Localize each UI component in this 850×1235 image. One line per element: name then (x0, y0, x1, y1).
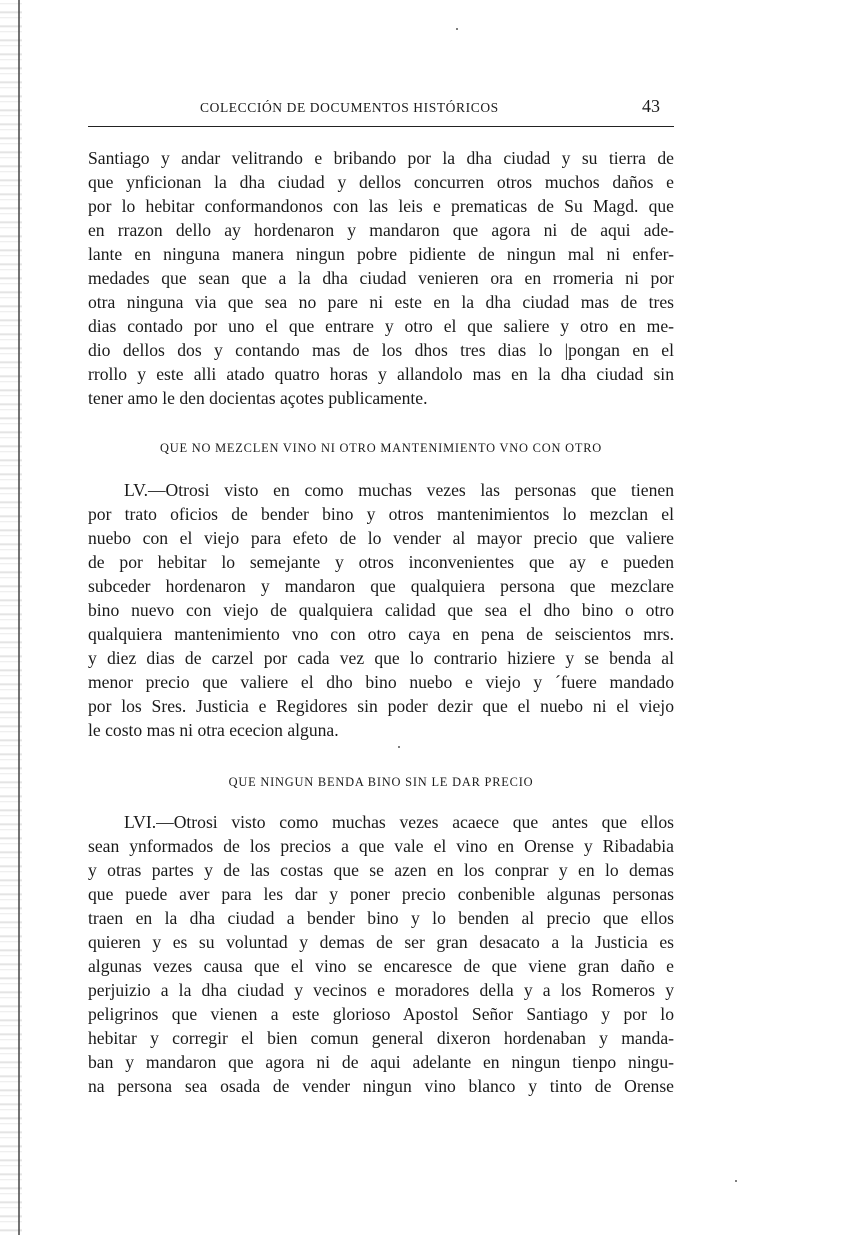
text-line: peligrinos que vienen a este glorioso Apostol Señor Santiago y por lo (88, 1004, 674, 1024)
text-line: y otras partes y de las costas que se azen en los conprar y en lo demas (88, 860, 674, 880)
text-line: otra ninguna via que sea no pare ni este en la dha ciudad mas de tres (88, 292, 674, 312)
text-line: por los Sres. Justicia e Regidores sin poder dezir que el nuebo ni el viejo (88, 696, 674, 716)
scan-speck (398, 746, 400, 748)
text-line: lante en ninguna manera ningun pobre pidiente de ningun mal ni enfer- (88, 244, 674, 264)
text-line: LV.—Otrosi visto en como muchas vezes las personas que tienen (124, 480, 674, 500)
page-number: 43 (642, 96, 660, 116)
text-line: que ynficionan la dha ciudad y dellos concurren otros muchos daños e (88, 172, 674, 192)
running-header (88, 96, 674, 127)
text-line: tener amo le den docientas açotes publicamente. (88, 388, 428, 408)
text-line: ban y mandaron que agora ni de aqui adelante en ningun tienpo ningu- (88, 1052, 674, 1072)
text-line: traen en la dha ciudad a bender bino y lo benden al precio que ellos (88, 908, 674, 928)
text-line: medades que sean que a la dha ciudad venieren ora en rromeria ni por (88, 268, 674, 288)
text-line: sean ynformados de los precios a que vale el vino en Orense y Ribadabia (88, 836, 674, 856)
text-line: de por hebitar lo semejante y otros inconvenientes que ay e pueden (88, 552, 674, 572)
scan-speck (735, 1180, 737, 1182)
header-title: COLECCIÓN DE DOCUMENTOS HISTÓRICOS (200, 100, 499, 115)
text-line: le costo mas ni otra ececion alguna. (88, 720, 339, 740)
text-line: por trato oficios de bender bino y otros mantenimientos lo mezclan el (88, 504, 674, 524)
text-line: na persona sea osada de vender ningun vino blanco y tinto de Orense (88, 1076, 674, 1096)
text-line: bino nuevo con viejo de qualquiera calidad que sea el dho bino o otro (88, 600, 674, 620)
text-line: rrollo y este alli atado quatro horas y allandolo mas en la dha ciudad sin (88, 364, 674, 384)
text-line: en rrazon dello ay hordenaron y mandaron que agora ni de aqui ade- (88, 220, 674, 240)
text-line: hebitar y corregir el bien comun general dixeron hordenaban y manda- (88, 1028, 674, 1048)
scan-speck (456, 28, 458, 30)
paragraph-continued (88, 146, 674, 410)
text-line: que puede aver para les dar y poner precio conbenible algunas personas (88, 884, 674, 904)
section-heading-ningun-benda: QUE NINGUN BENDA BINO SIN LE DAR PRECIO (228, 775, 534, 789)
text-line: y diez dias de carzel por cada vez que lo contrario hiziere y se benda al (88, 648, 674, 668)
text-line: por lo hebitar conformandonos con las leis e prematicas de Su Magd. que (88, 196, 674, 216)
text-line: menor precio que valiere el dho bino nuebo e viejo y ´fuere mandado (88, 672, 674, 692)
text-line: nuebo con el viejo para efeto de lo vender al mayor precio que valiere (88, 528, 674, 548)
text-line: Santiago y andar velitrando e bribando por la dha ciudad y su tierra de (88, 148, 674, 168)
text-line: dias contado por uno el que entrare y otro el que saliere y otro en me- (88, 316, 674, 336)
text-line: qualquiera mantenimiento vno con otro caya en pena de seiscientos mrs. (88, 624, 674, 644)
text-line: LVI.—Otrosi visto como muchas vezes acaece que antes que ellos (124, 812, 674, 832)
text-line: dio dellos dos y contando mas de los dhos tres dias lo |pongan en el (88, 340, 674, 360)
text-line: subceder hordenaron y mandaron que qualquiera persona que mezclare (88, 576, 674, 596)
binding-line (18, 0, 20, 1235)
text-line: algunas vezes causa que el vino se encaresce de que viene gran daño e (88, 956, 674, 976)
text-line: perjuizio a la dha ciudad y vecinos e moradores della y a los Romeros y (88, 980, 674, 1000)
section-body-lvi (88, 810, 674, 1098)
section-body-lv (88, 478, 674, 742)
section-heading-no-mezclen: QUE NO MEZCLEN VINO NI OTRO MANTENIMIENTO VNO CON OTRO (159, 441, 603, 455)
text-line: quieren y es su voluntad y demas de ser gran desacato a la Justicia es (88, 932, 674, 952)
